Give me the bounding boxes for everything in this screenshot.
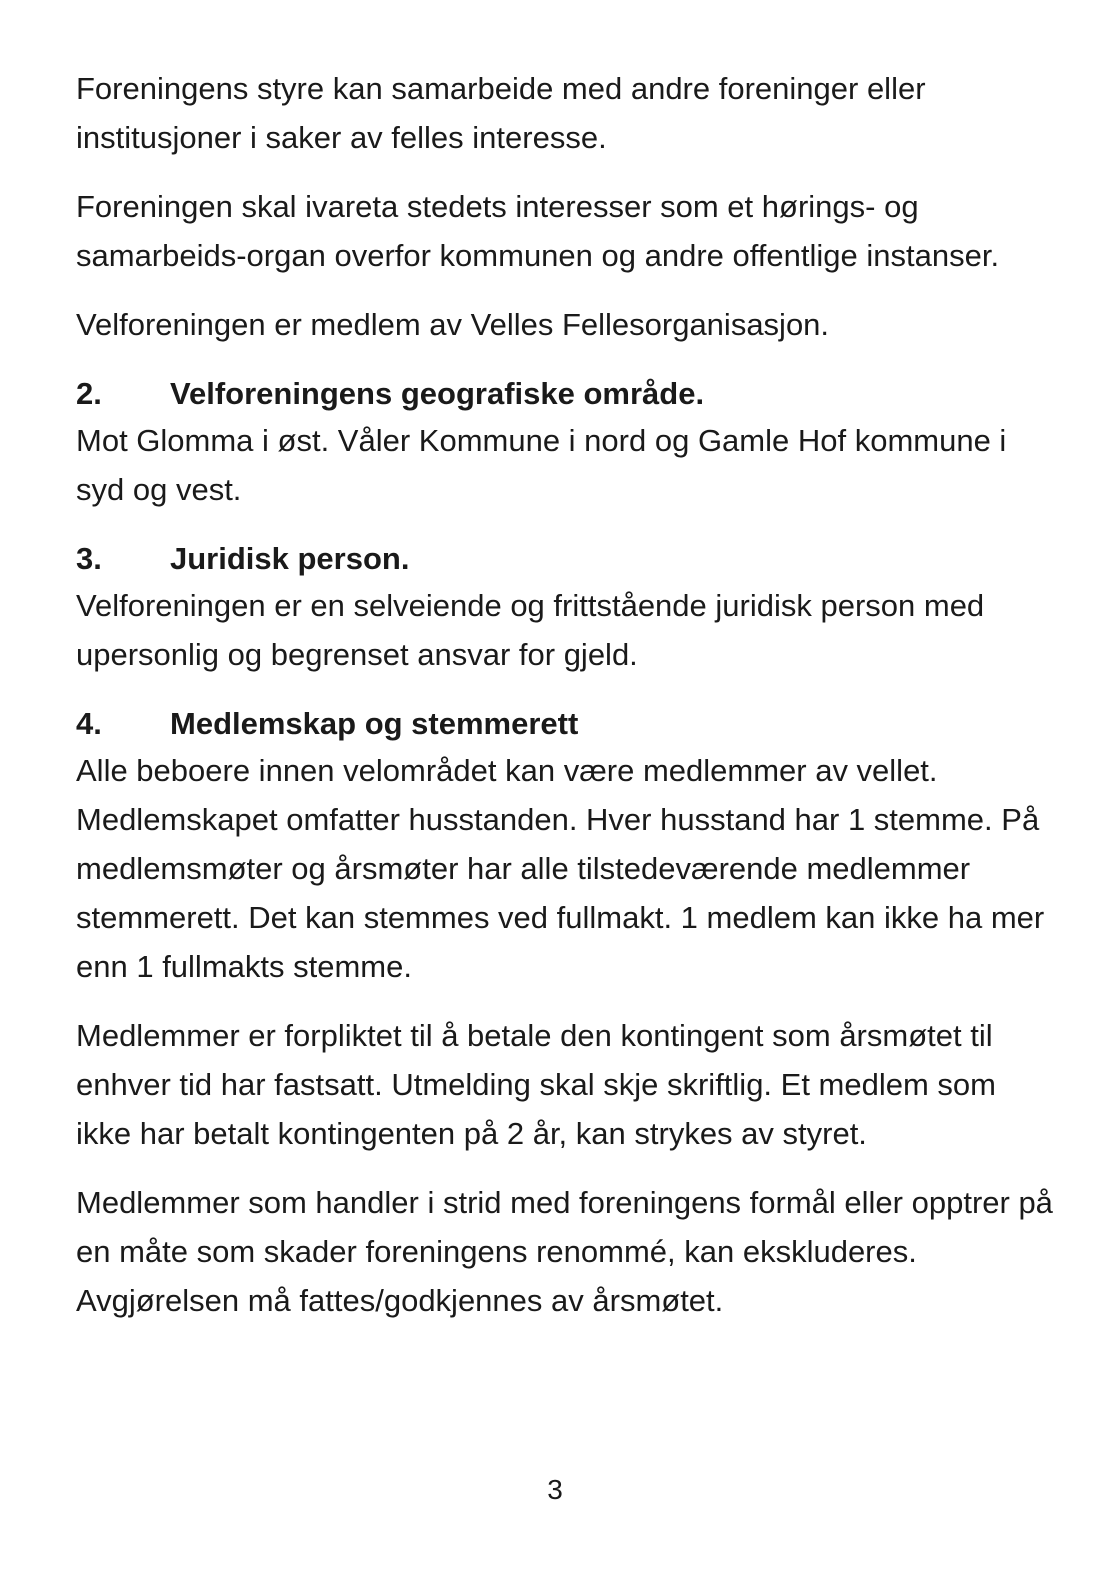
section-3-text: Velforeningen er en selveiende og frittstående juridisk person med upersonlig og begrenset ansvar for gjeld. [76, 588, 985, 672]
section-4-paragraph-1: Alle beboere innen velområdet kan være medlemmer av vellet. Medlemskapet omfatter husstanden. Hver husstand har 1 stemme. På medlemsmøter og årsmøter har alle tilstedeværende medlemmer stemmerett. Det kan stemmes ved fullmakt. 1 medlem kan ikke ha mer enn 1 fullmakts stemme. [76, 753, 1045, 984]
intro-paragraph-3: Velforeningen er medlem av Velles Fellesorganisasjon. [76, 307, 830, 342]
section-3-number: 3. [76, 541, 102, 576]
section-2-heading [76, 369, 1056, 418]
section-2-title: Velforeningens geografiske område. [170, 376, 705, 411]
intro-paragraph-2: Foreningen skal ivareta stedets interesser som et hørings- og samarbeids-organ overfor kommunen og andre offentlige instanser. [76, 189, 1000, 273]
section-4-paragraph-2: Medlemmer er forpliktet til å betale den kontingent som årsmøtet til enhver tid har fastsatt. Utmelding skal skje skriftlig. Et medlem som ikke har betalt kontingenten på 2 år, kan strykes av styret. [76, 1018, 996, 1151]
section-2-text: Mot Glomma i øst. Våler Kommune i nord og Gamle Hof kommune i syd og vest. [76, 423, 1007, 507]
section-2-number: 2. [76, 376, 102, 411]
page-number: 3 [547, 1474, 563, 1505]
section-3-title: Juridisk person. [170, 541, 410, 576]
section-4-title: Medlemskap og stemmerett [170, 706, 579, 741]
section-4-heading [76, 699, 1056, 748]
intro-paragraph-1: Foreningens styre kan samarbeide med andre foreninger eller institusjoner i saker av felles interesse. [76, 71, 926, 155]
section-4-number: 4. [76, 706, 102, 741]
section-3-heading [76, 534, 1056, 583]
document-body [76, 64, 1056, 1345]
section-4-paragraph-3: Medlemmer som handler i strid med foreningens formål eller opptrer på en måte som skader foreningens renommé, kan ekskluderes. Avgjørelsen må fattes/godkjennes av årsmøtet. [76, 1185, 1053, 1318]
